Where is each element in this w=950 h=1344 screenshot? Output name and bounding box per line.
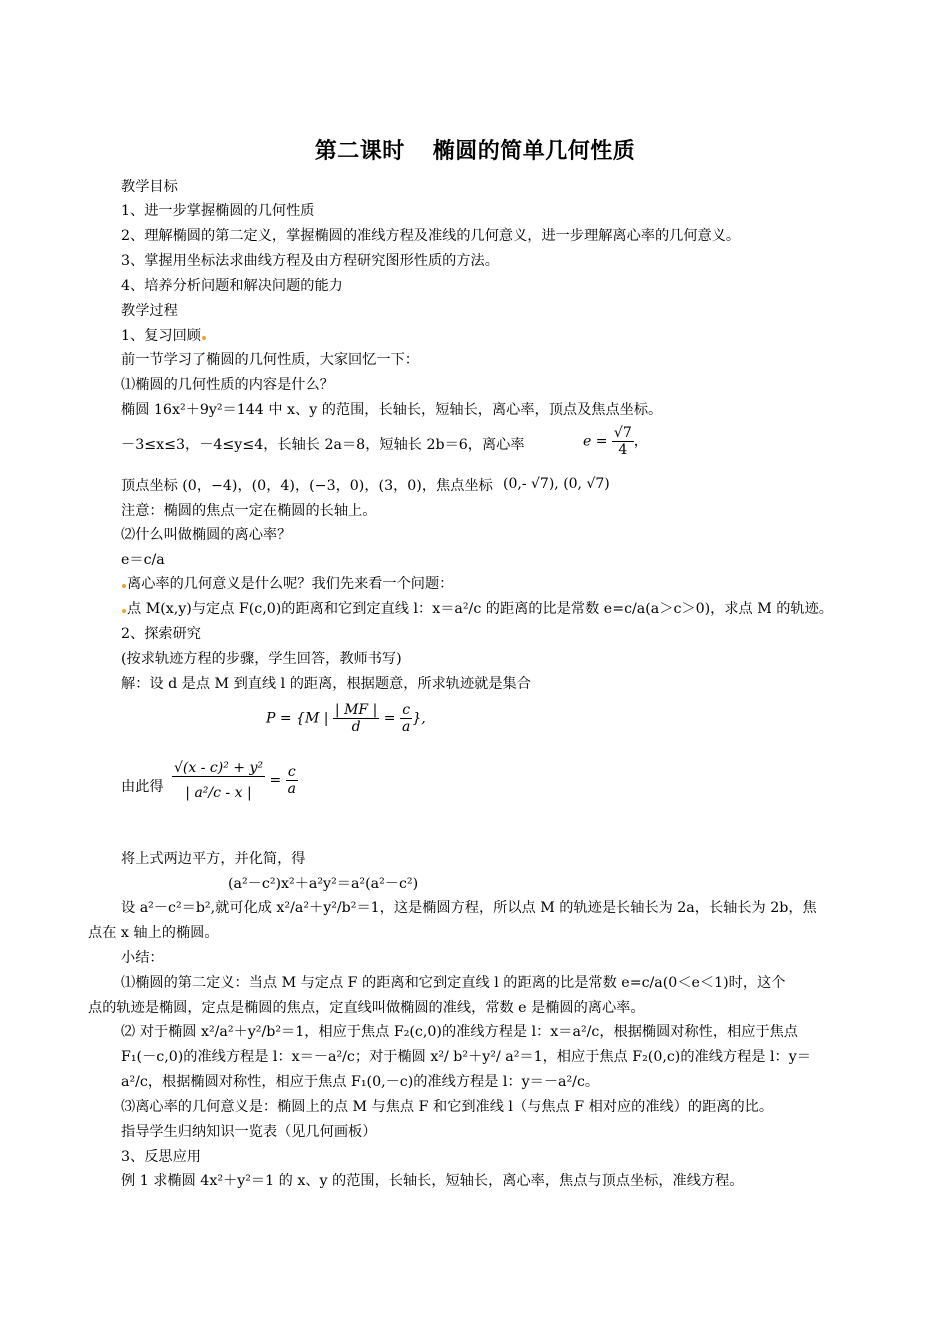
section-application: 3、反思应用 — [121, 1149, 201, 1165]
summary-heading: 小结： — [121, 950, 164, 966]
guide-students: 指导学生归纳知识一览表（见几何画板） — [121, 1124, 377, 1140]
substitution-line-cont: 点在 x 轴上的椭圆。 — [88, 925, 219, 941]
objective-3: 3、掌握用坐标法求曲线方程及由方程研究图形性质的方法。 — [121, 253, 499, 269]
objective-4: 4、培养分析问题和解决问题的能力 — [121, 278, 343, 294]
geometric-meaning-question: 离心率的几何意义是什么呢？我们先来看一个问题： — [121, 574, 453, 594]
eccentricity-def: e＝c/a — [121, 552, 165, 568]
problem-statement: 点 M(x,y)与定点 F(c,0)的距离和它到定直线 l：x＝a²/c 的距离的比是常数 e=c/a(a＞c＞0)，求点 M 的轨迹。 — [121, 599, 833, 619]
simplified-equation: (a²－c²)x²＋a²y²＝a²(a²－c²) — [228, 876, 419, 892]
ellipse-example: 椭圆 16x²＋9y²＝144 中 x、y 的范围，长轴长，短轴长，离心率，顶点及焦点坐标。 — [121, 402, 663, 418]
objective-1: 1、进一步掌握椭圆的几何性质 — [121, 203, 315, 219]
page-title — [0, 134, 950, 165]
explore-note: (按求轨迹方程的步骤，学生回答，教师书写) — [121, 651, 402, 667]
directrix-line-3: a²/c，根据椭圆对称性，相应于焦点 F₁(0,－c)的准线方程是 l：y＝－a²/c。 — [121, 1074, 600, 1090]
example-1: 例 1 求椭圆 4x²＋y²＝1 的 x、y 的范围，长轴长，短轴长，离心率，焦点与顶点坐标，准线方程。 — [121, 1173, 744, 1189]
section-explore: 2、探索研究 — [121, 626, 201, 642]
heading-objectives: 教学目标 — [121, 179, 178, 195]
ranges-line: －3≤x≤3，－4≤y≤4，长轴长 2a＝8，短轴长 2b＝6，离心率 — [121, 437, 525, 453]
title-lesson: 第二课时 — [314, 139, 405, 164]
review-intro: 前一节学习了椭圆的几何性质，大家回忆一下： — [121, 352, 419, 368]
directrix-line-2: F₁(－c,0)的准线方程是 l：x＝－a²/c；对于椭圆 x²/ b²＋y²/ a²＝1，相应于焦点 F₂(0,c)的准线方程是 l：y＝ — [121, 1049, 811, 1065]
squaring-step: 将上式两边平方，并化简，得 — [121, 851, 306, 867]
foci-coordinates: (0,- √7), (0, √7) — [503, 476, 610, 492]
section-review: 1、复习回顾 — [121, 326, 207, 346]
objective-2: 2、理解椭圆的第二定义，掌握椭圆的准线方程及准线的几何意义，进一步理解离心率的几何意义。 — [121, 228, 741, 244]
question-1: ⑴椭圆的几何性质的内容是什么？ — [121, 377, 334, 393]
note-line: 注意：椭圆的焦点一定在椭圆的长轴上。 — [121, 503, 377, 519]
eccentricity-formula: e = $\frac{√7}{4}$ ， — [583, 425, 648, 458]
substitution-line: 设 a²－c²＝b²,就可化成 x²/a²＋y²/b²＝1，这是椭圆方程，所以点 M 的轨迹是长轴长为 2a，长轴长为 2b，焦 — [121, 900, 817, 916]
set-formula: P = {M | $\frac{| MF |}{d}$ = $\frac{c}{a}$ }, — [266, 702, 426, 735]
directrix-line-1: ⑵ 对于椭圆 x²/a²＋y²/b²＝1，相应于焦点 F₂(c,0)的准线方程是 l：x＝a²/c，根据椭圆对称性，相应于焦点 — [121, 1024, 798, 1040]
distance-ratio-formula: $\frac{\text{√(x - c)² + y²}}{\text{| a²/c - x |}}$ = $\frac{c}{a}$ — [174, 760, 296, 801]
question-2: ⑵什么叫做椭圆的离心率？ — [121, 527, 292, 543]
eccentricity-meaning: ⑶离心率的几何意义是：椭圆上的点 M 与焦点 F 和它到准线 l（与焦点 F 相对应的准线）的距离的比。 — [121, 1099, 774, 1115]
solution-intro: 解：设 d 是点 M 到直线 l 的距离，根据题意，所求轨迹就是集合 — [121, 676, 531, 692]
vertices-line: 顶点坐标 (0，−4)，(0，4)，(−3，0)，(3，0)，焦点坐标 — [121, 478, 493, 494]
second-definition: ⑴椭圆的第二定义：当点 M 与定点 F 的距离和它到定直线 l 的距离的比是常数 e=c/a(0＜e＜1)时，这个 — [121, 975, 786, 991]
second-definition-cont: 点的轨迹是椭圆，定点是椭圆的焦点，定直线叫做椭圆的准线，常数 e 是椭圆的离心率。 — [88, 1000, 645, 1016]
title-topic: 椭圆的简单几何性质 — [432, 139, 636, 164]
heading-process: 教学过程 — [121, 303, 178, 319]
derivation-label: 由此得 — [121, 779, 164, 795]
